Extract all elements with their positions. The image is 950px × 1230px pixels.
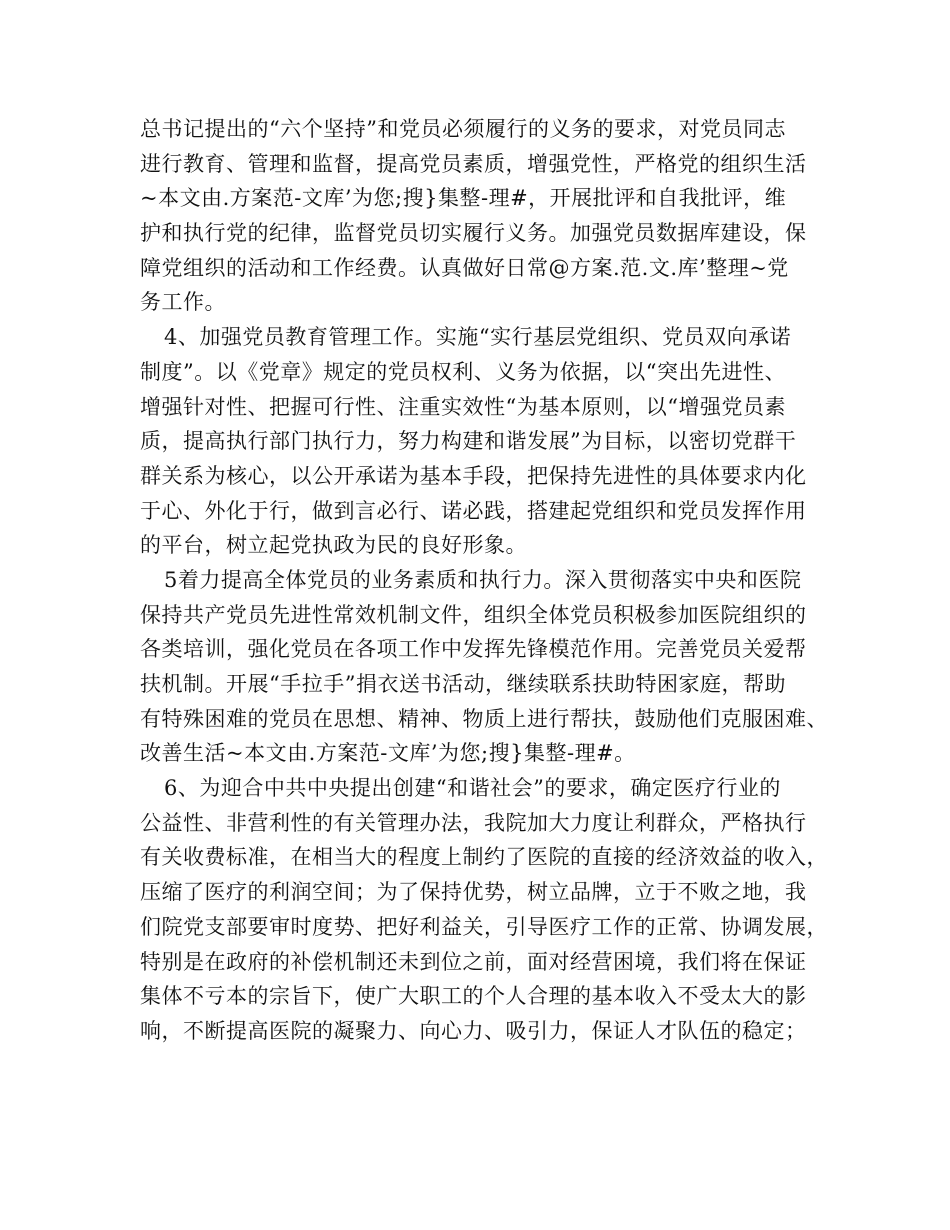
body-text	[140, 112, 828, 1049]
text-line: 响，不断提高医院的凝聚力、向心力、吸引力，保证人才队伍的稳定；	[140, 1018, 807, 1043]
text-line: 障党组织的活动和工作经费。认真做好日常@方案.范.文.库’整理~党	[140, 255, 789, 280]
text-line: 质，提高执行部门执行力，努力构建和谐发展”为目标，以密切党群干	[140, 429, 797, 454]
text-line: 护和执行党的纪律，监督党员切实履行义务。加强党员数据库建设，保	[140, 221, 807, 246]
text-line: 增强针对性、把握可行性、注重实效性“为基本原则，以“增强党员素	[140, 394, 786, 419]
text-line: 集体不亏本的宗旨下，使广大职工的个人合理的基本收入不受太大的影	[140, 984, 807, 1009]
paragraph-item-5	[140, 563, 828, 771]
text-line: 扶机制。开展“手拉手”捐衣送书活动，继续联系扶助特困家庭，帮助	[140, 672, 786, 696]
text-line: 总书记提出的“六个坚持”和党员必须履行的义务的要求，对党员同志	[140, 117, 786, 141]
paragraph-item-4	[140, 320, 820, 563]
text-line: 务工作。	[140, 290, 226, 315]
text-line: 有特殊困难的党员在思想、精神、物质上进行帮扶，鼓励他们克服困难、	[140, 706, 828, 731]
text-line: 群关系为核心，以公开承诺为基本手段，把保持先进性的具体要求内化	[140, 463, 807, 488]
text-line: 的平台，树立起党执政为民的良好形象。	[140, 533, 527, 558]
text-line: 制度”。以《党章》规定的党员权利、义务为依据，以“突出先进性、	[140, 359, 786, 384]
text-line: 保持共产党员先进性常效机制文件，组织全体党员积极参加医院组织的	[140, 602, 807, 627]
text-line: 有关收费标准，在相当大的程度上制约了医院的直接的经济效益的收入，	[140, 845, 828, 870]
text-line: 6、为迎合中共中央提出创建“和谐社会”的要求，确定医疗行业的	[164, 776, 781, 801]
text-line: 4、加强党员教育管理工作。实施“实行基层党组织、党员双向承诺	[164, 325, 792, 350]
text-line: 公益性、非营利性的有关管理办法，我院加大力度让利群众，严格执行	[140, 810, 807, 835]
text-line: 5着力提高全体党员的业务素质和执行力。深入贯彻落实中央和医院	[164, 567, 802, 592]
text-line: 特别是在政府的补偿机制还未到位之前，面对经营困境，我们将在保证	[140, 949, 807, 974]
paragraph-item-6	[140, 771, 828, 1049]
text-line: 改善生活~本文由.方案范-文库’为您;搜}集整-理#。	[140, 741, 636, 766]
paragraph-continued	[140, 112, 820, 320]
text-line: ~本文由.方案范-文库’为您;搜}集整-理#，开展批评和自我批评，维	[140, 186, 787, 211]
text-line: 各类培训，强化党员在各项工作中发挥先锋模范作用。完善党员关爱帮	[140, 637, 807, 662]
text-line: 们院党支部要审时度势、把好利益关，引导医疗工作的正常、协调发展，	[140, 914, 828, 939]
text-line: 进行教育、管理和监督，提高党员素质，增强党性，严格党的组织生活	[140, 151, 807, 176]
text-line: 于心、外化于行，做到言必行、诺必践，搭建起党组织和党员发挥作用	[140, 498, 807, 523]
text-line: 压缩了医疗的利润空间；为了保持优势，树立品牌，立于不败之地，我	[140, 880, 807, 905]
